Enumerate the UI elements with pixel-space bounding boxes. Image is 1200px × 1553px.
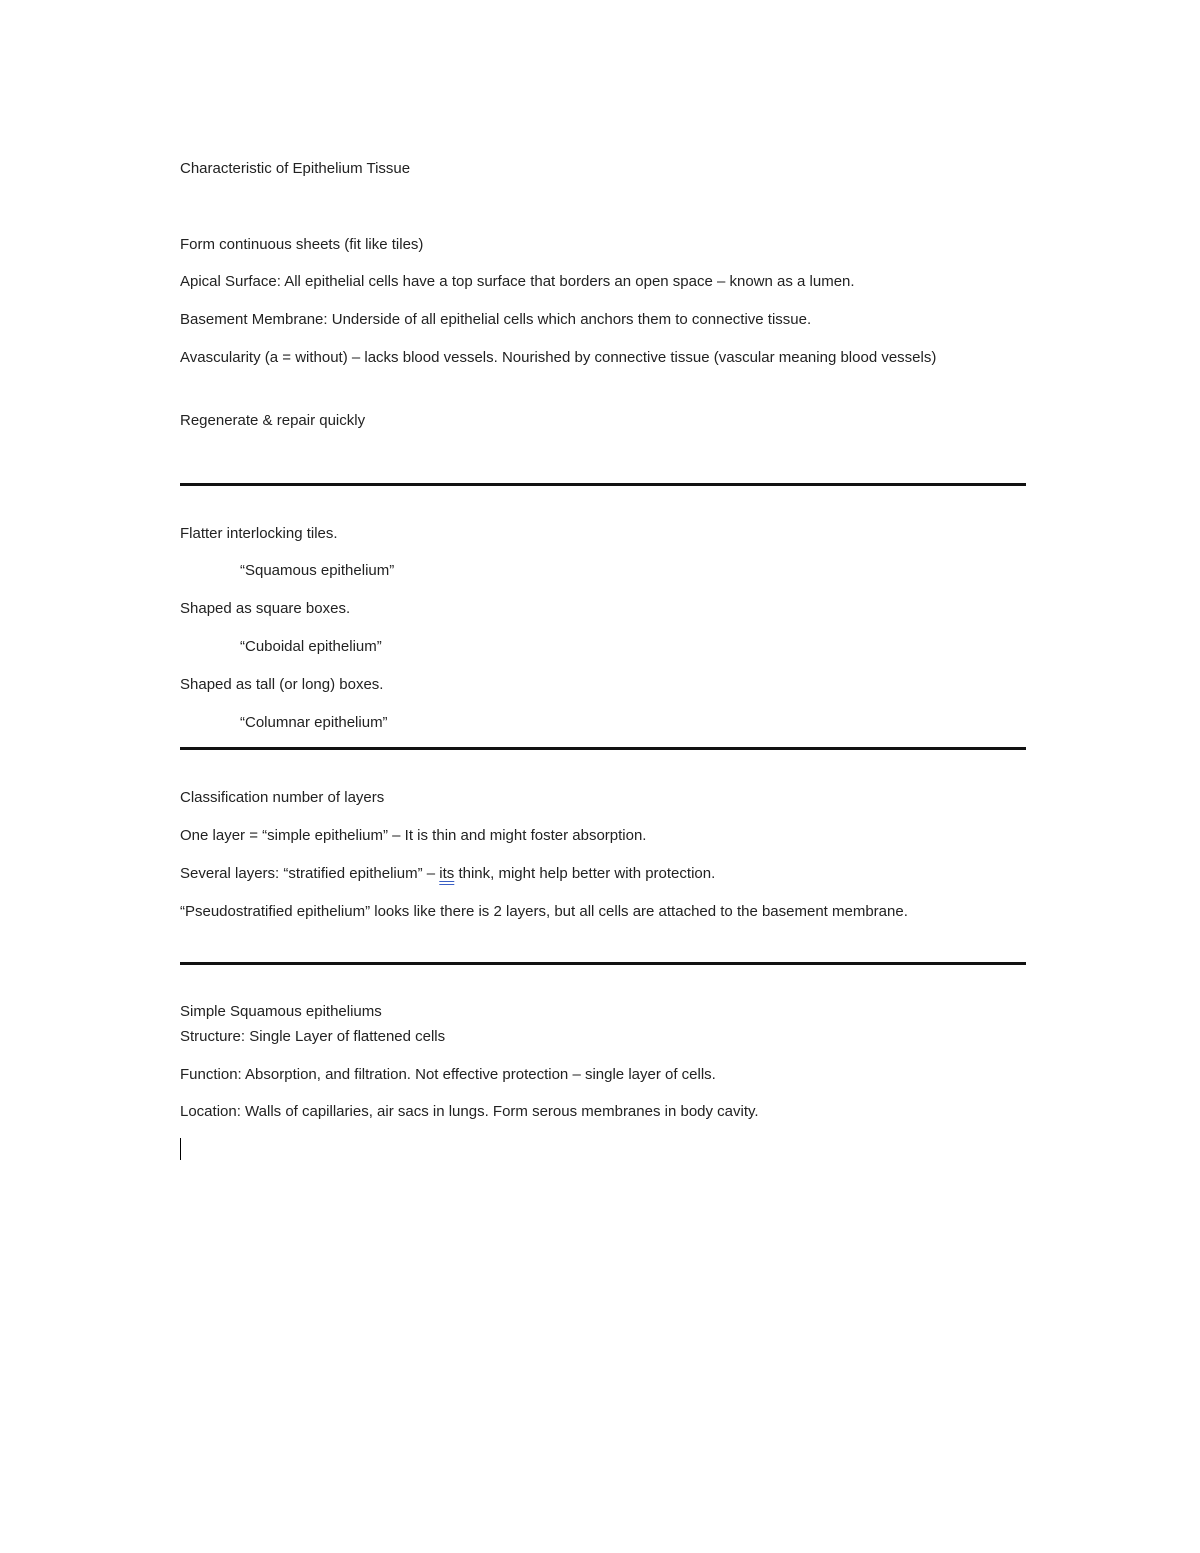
layers-line-stratified-suffix: think, might help better with protection. <box>454 865 716 882</box>
simple-squamous-function: Function: Absorption, and filtration. Not effective protection – single layer of cells. <box>180 1066 716 1083</box>
section-heading-characteristics: Characteristic of Epithelium Tissue <box>180 160 411 177</box>
simple-squamous-structure: Structure: Single Layer of flattened cells <box>180 1028 446 1045</box>
section-heading-layers: Classification number of layers <box>180 789 385 806</box>
shape-term-2: “Cuboidal epithelium” <box>240 638 382 655</box>
horizontal-rule <box>180 483 1026 486</box>
characteristic-item-3: Basement Membrane: Underside of all epithelial cells which anchors them to connective tissue. <box>180 311 812 328</box>
characteristic-item-2: Apical Surface: All epithelial cells have a top surface that borders an open space – known as a lumen. <box>180 273 855 290</box>
shape-description-3: Shaped as tall (or long) boxes. <box>180 676 384 693</box>
characteristic-item-4: Avascularity (a = without) – lacks blood vessels. Nourished by connective tissue (vascular meaning blood vessels) <box>180 349 937 366</box>
shape-term-1: “Squamous epithelium” <box>240 562 395 579</box>
characteristic-item-1: Form continuous sheets (fit like tiles) <box>180 236 424 253</box>
layers-line-simple: One layer = “simple epithelium” – It is thin and might foster absorption. <box>180 827 647 844</box>
text-cursor[interactable] <box>180 1138 181 1160</box>
shape-term-3: “Columnar epithelium” <box>240 714 388 731</box>
characteristic-item-5: Regenerate & repair quickly <box>180 412 366 429</box>
simple-squamous-location: Location: Walls of capillaries, air sacs in lungs. Form serous membranes in body cavity. <box>180 1103 759 1120</box>
layers-line-pseudostratified: “Pseudostratified epithelium” looks like there is 2 layers, but all cells are attached to the basement membrane. <box>180 903 908 920</box>
horizontal-rule <box>180 962 1026 965</box>
layers-line-stratified <box>180 862 980 886</box>
shape-description-1: Flatter interlocking tiles. <box>180 525 338 542</box>
section-heading-simple-squamous: Simple Squamous epitheliums <box>180 1003 382 1020</box>
horizontal-rule <box>180 747 1026 750</box>
grammar-flagged-word[interactable]: its <box>439 865 455 882</box>
layers-line-stratified-prefix: Several layers: “stratified epithelium” – <box>180 865 440 882</box>
shape-description-2: Shaped as square boxes. <box>180 600 351 617</box>
